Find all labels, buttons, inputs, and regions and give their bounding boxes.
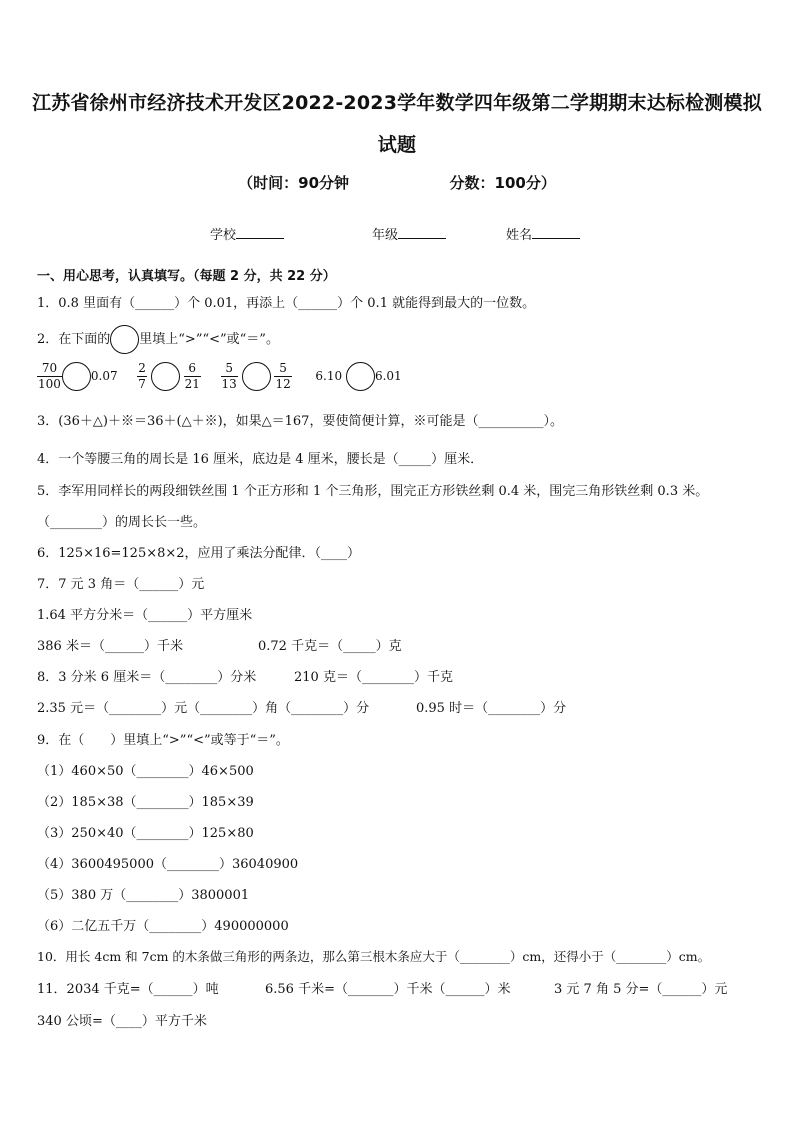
question-1: 1．0.8 里面有（______）个 0.01，再添上（______）个 0.1 就能得到最大的一位数。 [37, 296, 536, 311]
question-9-item: （6）二亿五千万（________）490000000 [37, 919, 289, 934]
page-title: 江苏省徐州市经济技术开发区2022-2023学年数学四年级第二学期期末达标检测模拟 [32, 92, 762, 114]
school-field[interactable]: 学校 [210, 224, 284, 243]
question-9: 9．在（ ）里填上“>”“<”或等于“＝”。 [37, 733, 289, 748]
fraction: $\frac{5}{12}$ [275, 361, 291, 391]
question-5-answer: （________）的周长长一些。 [37, 515, 207, 530]
question-2-items: $\frac{70}{100}$ 0.07 $\frac{2}{7}$ $\frac{6}{21}$ $\frac{5}{13}$ $\frac{5}{12}$ 6.10 6.01 [38, 361, 402, 391]
question-7-b: 1.64 平方分米＝（______）平方厘米 [37, 608, 253, 623]
question-11-d: 340 公顷=（____）平方千米 [37, 1014, 207, 1029]
fraction: $\frac{5}{13}$ [221, 361, 237, 391]
question-9-item: （1）460×50（________）46×500 [37, 764, 254, 779]
answer-circle[interactable] [346, 362, 375, 391]
question-2: 2．在下面的 里填上“>”“<”或“＝”。 [37, 325, 279, 354]
question-4: 4．一个等腰三角的周长是 16 厘米，底边是 4 厘米，腰长是（_____）厘米． [37, 452, 484, 467]
question-7-d: 0.72 千克＝（_____）克 [258, 639, 402, 654]
answer-circle[interactable] [151, 362, 180, 391]
question-9-item: （2）185×38（________）185×39 [37, 795, 254, 810]
question-5: 5．李军用同样长的两段细铁丝围 1 个正方形和 1 个三角形，围完正方形铁丝剩 0.4 米，围完三角形铁丝剩 0.3 米。 [37, 484, 709, 499]
name-field[interactable]: 姓名 [506, 224, 580, 243]
section-heading: 一、用心思考，认真填写。（每题 2 分，共 22 分） [37, 269, 336, 284]
question-10: 10．用长 4cm 和 7cm 的木条做三角形的两条边，那么第三根木条应大于（________）cm，还得小于（________）cm。 [37, 949, 711, 964]
question-9-item: （3）250×40（________）125×80 [37, 826, 254, 841]
question-9-item: （4）3600495000（________）36040900 [37, 857, 299, 872]
question-3: 3．(36＋△)＋※＝36＋(△＋※)，如果△＝167，要使简便计算，※可能是（__________）。 [37, 414, 563, 429]
exam-meta [0, 172, 794, 193]
answer-circle[interactable] [62, 362, 91, 391]
fraction: $\frac{6}{21}$ [184, 361, 200, 391]
question-9-item: （5）380 万（________）3800001 [37, 888, 250, 903]
question-11: 11．2034 千克=（______）吨 [37, 982, 219, 997]
question-11-c: 3 元 7 角 5 分=（______）元 [554, 982, 728, 997]
question-6: 6．125×16=125×8×2，应用了乘法分配律．（____） [37, 546, 361, 561]
fraction: $\frac{70}{100}$ [38, 361, 61, 391]
time-label: （时间：90分钟 [238, 174, 350, 192]
question-8-c: 2.35 元＝（________）元（________）角（________）分 [37, 701, 370, 716]
question-11-b: 6.56 千米=（_______）千米（______）米 [265, 982, 511, 997]
score-label: 分数：100分） [449, 174, 556, 192]
answer-circle [110, 325, 139, 354]
grade-field[interactable]: 年级 [372, 224, 446, 243]
question-8: 8．3 分米 6 厘米＝（________）分米 [37, 670, 257, 685]
question-7: 7．7 元 3 角＝（______）元 [37, 577, 205, 592]
question-8-d: 0.95 时＝（________）分 [416, 701, 567, 716]
page-title-cont: 试题 [377, 134, 417, 156]
question-7-c: 386 米＝（______）千米 [37, 639, 183, 654]
fraction: $\frac{2}{7}$ [138, 361, 146, 391]
answer-circle[interactable] [242, 362, 271, 391]
question-8-b: 210 克＝（________）千克 [294, 670, 453, 685]
